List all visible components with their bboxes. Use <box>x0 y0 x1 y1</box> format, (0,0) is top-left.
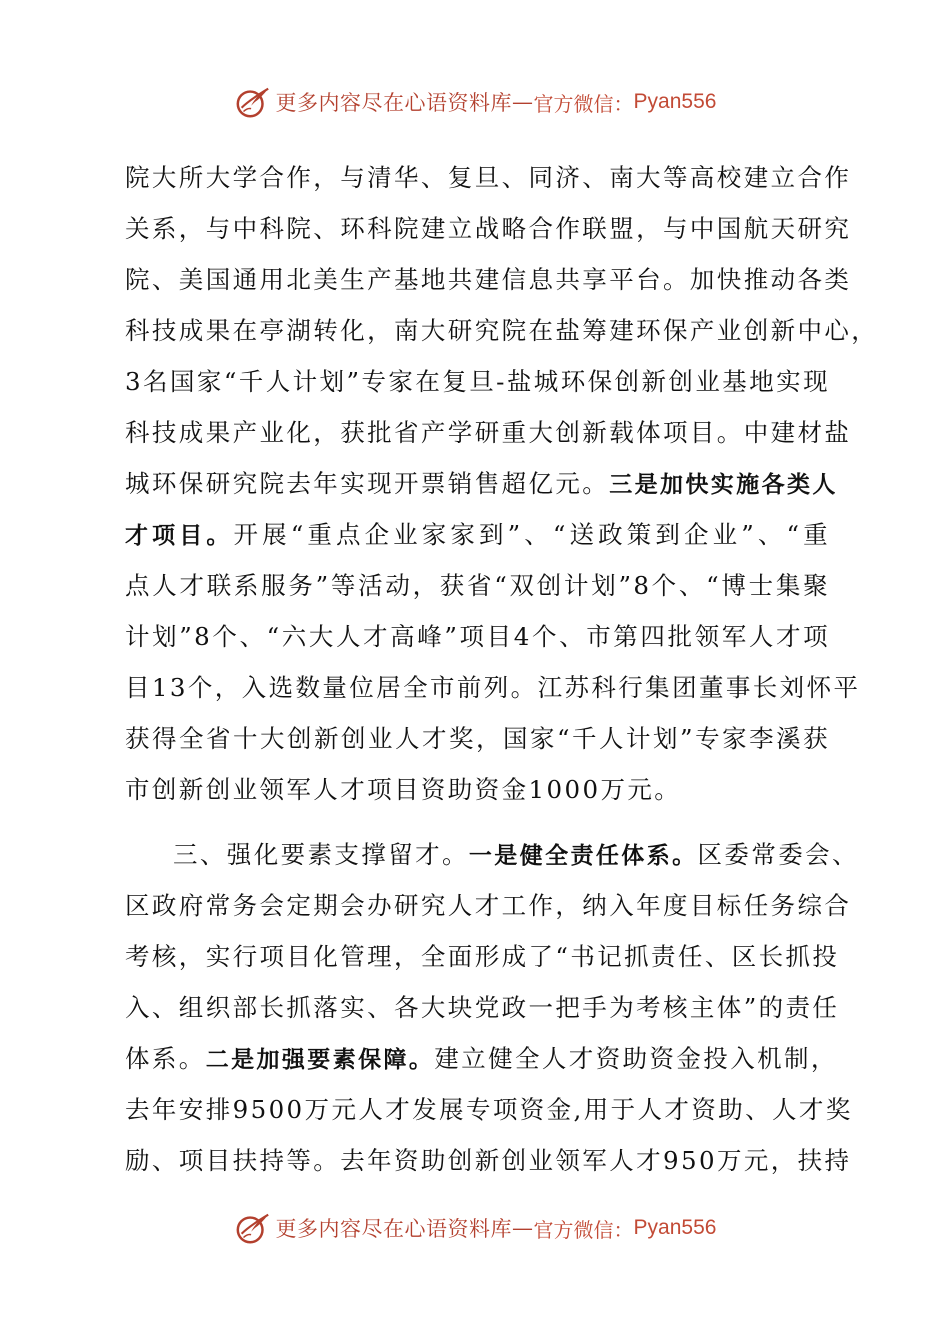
watermark-banner-bottom <box>0 1208 950 1248</box>
text-line: 计划”8个、“六大人才高峰”项目4个、市第四批领军人才项 <box>125 622 830 651</box>
paragraph-gap <box>125 815 830 829</box>
section-heading: 三、强化要素支撑留才。 <box>173 840 469 869</box>
watermark-separator: — <box>512 90 534 114</box>
watermark-banner-top <box>0 82 950 122</box>
text-line: 获得全省十大创新创业人才奖，国家“千人计划”专家李溪获 <box>125 724 830 753</box>
text-line: 3名国家“千人计划”专家在复旦-盐城环保创新创业基地实现 <box>125 367 830 396</box>
text-line: 入、组织部长抓落实、各大块党政一把手为考核主体”的责任 <box>125 993 840 1022</box>
text-line <box>125 458 838 509</box>
bold-heading-run: 一是健全责任体系。 <box>468 843 698 869</box>
watermark-site-text: 更多内容尽在心语资料库 <box>275 1217 513 1241</box>
text-line: 励、项目扶持等。去年资助创新创业领军人才950万元，扶持 <box>125 1146 852 1175</box>
text-run: 体系。 <box>125 1044 206 1073</box>
watermark-site-text: 更多内容尽在心语资料库 <box>275 91 513 115</box>
text-line: 市创新创业领军人才项目资助资金1000万元。 <box>125 775 682 804</box>
quill-logo-icon <box>234 83 272 121</box>
text-run: 区委常委会、 <box>697 840 859 869</box>
text-run: 建立健全人才资助资金投入机制， <box>434 1044 838 1073</box>
text-run: 开展“重点企业家家到”、“送政策到企业”、“重 <box>233 520 830 549</box>
watermark-wechat-label: 官方微信： <box>533 91 634 116</box>
text-line: 点人才联系服务”等活动，获省“双创计划”8个、“博士集聚 <box>125 571 830 600</box>
text-line: 科技成果在亭湖转化，南大研究院在盐筹建环保产业创新中心， <box>125 316 879 345</box>
watermark-separator: — <box>512 1216 534 1240</box>
document-body <box>125 152 879 1186</box>
text-line: 考核，实行项目化管理，全面形成了“书记抓责任、区长抓投 <box>125 942 840 971</box>
text-line: 去年安排9500万元人才发展专项资金,用于人才资助、人才奖 <box>125 1095 853 1124</box>
quill-logo-icon <box>234 1209 272 1247</box>
text-line: 目13个，入选数量位居全市前列。江苏科行集团董事长刘怀平 <box>125 673 861 702</box>
watermark-handle: Pyan556 <box>633 1216 717 1239</box>
text-line: 院大所大学合作，与清华、复旦、同济、南大等高校建立合作 <box>125 163 852 192</box>
text-line: 区政府常务会定期会办研究人才工作，纳入年度目标任务综合 <box>125 891 852 920</box>
text-line: 关系，与中科院、环科院建立战略合作联盟，与中国航天研究 <box>125 214 852 243</box>
watermark-handle: Pyan556 <box>633 90 717 113</box>
text-line <box>125 509 830 560</box>
text-line: 科技成果产业化，获批省产学研重大创新载体项目。中建材盐 <box>125 418 852 447</box>
text-line: 院、美国通用北美生产基地共建信息共享平台。加快推动各类 <box>125 265 852 294</box>
text-line <box>125 829 859 880</box>
text-line <box>125 1033 838 1084</box>
bold-heading-run: 才项目。 <box>125 523 234 549</box>
text-run: 城环保研究院去年实现开票销售超亿元。 <box>125 469 610 498</box>
watermark-wechat-label: 官方微信： <box>533 1217 634 1242</box>
bold-heading-run: 三是加快实施各类人 <box>609 472 838 498</box>
bold-heading-run: 二是加强要素保障。 <box>205 1047 435 1073</box>
